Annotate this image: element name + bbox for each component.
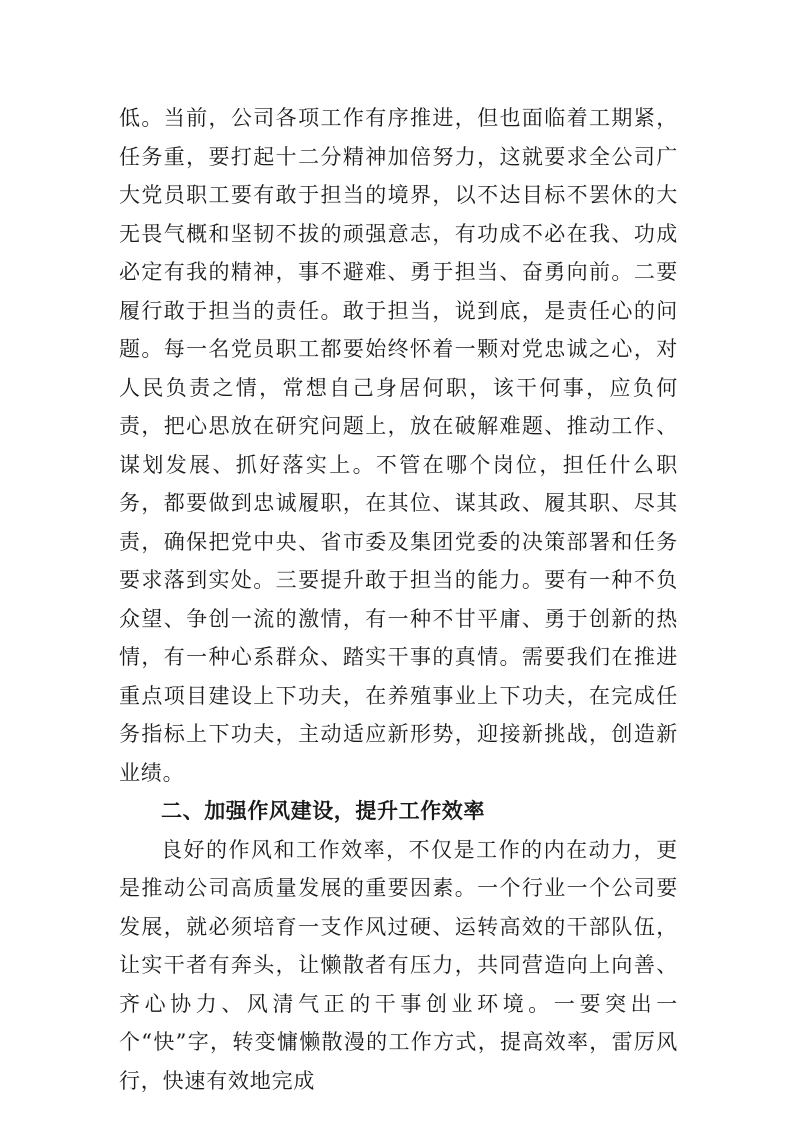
section-heading: 二、加强作风建设，提升工作效率	[161, 799, 485, 823]
document-body	[119, 99, 678, 1100]
body-paragraph: 良好的作风和工作效率，不仅是工作的内在动力，更是推动公司高质量发展的重要因素。一个行业一个公司要发展，就必须培育一支作风过硬、运转高效的干部队伍，让实干者有奔头，让懒散者有压力，共同营造向上向善、齐心协力、风清气正的干事创业环境。一要突出一个“快”字，转变慵懒散漫的工作方式，提高效率，雷厉风行，快速有效地完成	[119, 837, 678, 1093]
body-paragraph-continued: 低。当前，公司各项工作有序推进，但也面临着工期紧，任务重，要打起十二分精神加倍努力，这就要求全公司广大党员职工要有敢于担当的境界，以不达目标不罢休的大无畏气概和坚韧不拔的顽强意志，有功成不必在我、功成必定有我的精神，事不避难、勇于担当、奋勇向前。二要履行敢于担当的责任。敢于担当，说到底，是责任心的问题。每一名党员职工都要始终怀着一颗对党忠诚之心，对人民负责之情，常想自己身居何职，该干何事，应负何责，把心思放在研究问题上，放在破解难题、推动工作、谋划发展、抓好落实上。不管在哪个岗位，担任什么职务，都要做到忠诚履职，在其位、谋其政、履其职、尽其责，确保把党中央、省市委及集团党委的决策部署和任务要求落到实处。三要提升敢于担当的能力。要有一种不负众望、争创一流的激情，有一种不甘平庸、勇于创新的热情，有一种心系群众、踏实干事的真情。需要我们在推进重点项目建设上下功夫，在养殖事业上下功夫，在完成任务指标上下功夫，主动适应新形势，迎接新挑战，创造新业绩。	[119, 106, 678, 785]
